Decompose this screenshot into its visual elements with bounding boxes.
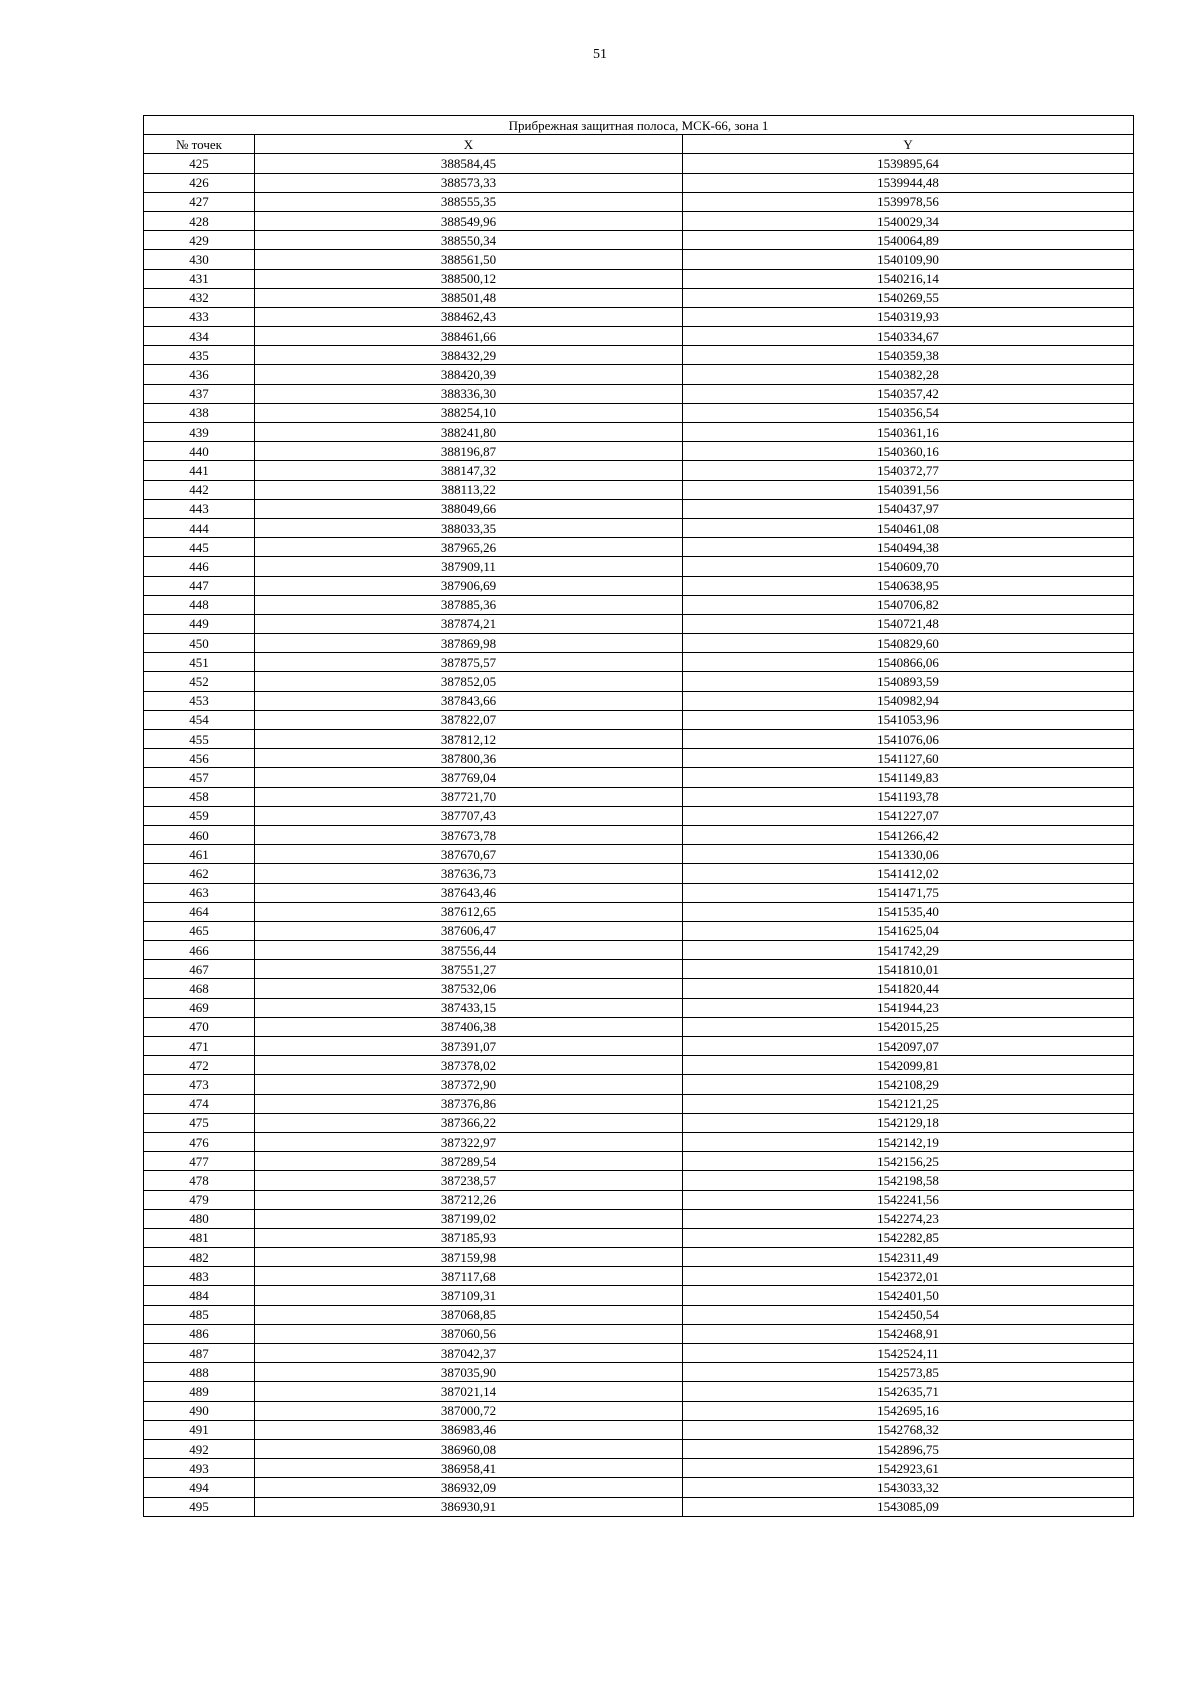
column-header-y: Y (683, 135, 1134, 154)
cell-point-number: 477 (144, 1152, 255, 1171)
cell-y: 1540334,67 (683, 327, 1134, 346)
table-row (144, 1420, 1134, 1439)
cell-x: 388420,39 (255, 365, 683, 384)
cell-x: 386960,08 (255, 1439, 683, 1458)
table-row (144, 346, 1134, 365)
cell-x: 388561,50 (255, 250, 683, 269)
cell-point-number: 454 (144, 710, 255, 729)
table-row (144, 1267, 1134, 1286)
cell-y: 1540319,93 (683, 307, 1134, 326)
cell-y: 1540866,06 (683, 653, 1134, 672)
cell-x: 387199,02 (255, 1209, 683, 1228)
table-row (144, 960, 1134, 979)
cell-y: 1541193,78 (683, 787, 1134, 806)
cell-point-number: 447 (144, 576, 255, 595)
table-header-row (144, 135, 1134, 154)
cell-point-number: 464 (144, 902, 255, 921)
cell-y: 1541227,07 (683, 806, 1134, 825)
table-row (144, 1113, 1134, 1132)
table-row (144, 921, 1134, 940)
cell-point-number: 441 (144, 461, 255, 480)
cell-y: 1541053,96 (683, 710, 1134, 729)
table-row (144, 998, 1134, 1017)
cell-y: 1540372,77 (683, 461, 1134, 480)
cell-x: 388049,66 (255, 499, 683, 518)
cell-y: 1540721,48 (683, 614, 1134, 633)
table-row (144, 1152, 1134, 1171)
table-row (144, 1401, 1134, 1420)
table-row (144, 269, 1134, 288)
cell-x: 388147,32 (255, 461, 683, 480)
table-row (144, 710, 1134, 729)
cell-x: 388113,22 (255, 480, 683, 499)
cell-point-number: 431 (144, 269, 255, 288)
cell-x: 387885,36 (255, 595, 683, 614)
table-row (144, 307, 1134, 326)
table-row (144, 1305, 1134, 1324)
cell-x: 388584,45 (255, 154, 683, 173)
cell-x: 387238,57 (255, 1171, 683, 1190)
cell-point-number: 461 (144, 845, 255, 864)
table-row (144, 730, 1134, 749)
cell-x: 387673,78 (255, 825, 683, 844)
cell-point-number: 457 (144, 768, 255, 787)
table-row (144, 461, 1134, 480)
cell-y: 1542923,61 (683, 1459, 1134, 1478)
cell-x: 388336,30 (255, 384, 683, 403)
cell-y: 1542121,25 (683, 1094, 1134, 1113)
cell-point-number: 487 (144, 1344, 255, 1363)
cell-x: 388196,87 (255, 442, 683, 461)
cell-point-number: 467 (144, 960, 255, 979)
cell-point-number: 469 (144, 998, 255, 1017)
table-row (144, 1075, 1134, 1094)
cell-x: 387707,43 (255, 806, 683, 825)
cell-y: 1539978,56 (683, 192, 1134, 211)
cell-point-number: 480 (144, 1209, 255, 1228)
cell-x: 388573,33 (255, 173, 683, 192)
table-row (144, 173, 1134, 192)
cell-y: 1541127,60 (683, 749, 1134, 768)
cell-x: 388033,35 (255, 518, 683, 537)
cell-x: 387212,26 (255, 1190, 683, 1209)
cell-point-number: 442 (144, 480, 255, 499)
cell-y: 1541076,06 (683, 730, 1134, 749)
table-row (144, 557, 1134, 576)
cell-y: 1542198,58 (683, 1171, 1134, 1190)
cell-y: 1539895,64 (683, 154, 1134, 173)
cell-x: 387769,04 (255, 768, 683, 787)
cell-x: 388501,48 (255, 288, 683, 307)
cell-point-number: 470 (144, 1017, 255, 1036)
table-row (144, 1056, 1134, 1075)
table-row (144, 499, 1134, 518)
table-row (144, 1248, 1134, 1267)
cell-point-number: 430 (144, 250, 255, 269)
table-row (144, 787, 1134, 806)
cell-point-number: 453 (144, 691, 255, 710)
cell-y: 1542015,25 (683, 1017, 1134, 1036)
cell-x: 387721,70 (255, 787, 683, 806)
cell-point-number: 432 (144, 288, 255, 307)
table-row (144, 211, 1134, 230)
cell-point-number: 484 (144, 1286, 255, 1305)
cell-x: 387812,12 (255, 730, 683, 749)
cell-y: 1541149,83 (683, 768, 1134, 787)
cell-x: 387366,22 (255, 1113, 683, 1132)
cell-y: 1542311,49 (683, 1248, 1134, 1267)
cell-point-number: 438 (144, 403, 255, 422)
table-row (144, 614, 1134, 633)
table-row (144, 1497, 1134, 1516)
table-row (144, 653, 1134, 672)
table-row (144, 365, 1134, 384)
table-row (144, 1171, 1134, 1190)
cell-x: 387289,54 (255, 1152, 683, 1171)
cell-y: 1542156,25 (683, 1152, 1134, 1171)
cell-x: 386932,09 (255, 1478, 683, 1497)
cell-point-number: 473 (144, 1075, 255, 1094)
cell-y: 1540382,28 (683, 365, 1134, 384)
cell-y: 1541810,01 (683, 960, 1134, 979)
table-row (144, 423, 1134, 442)
cell-x: 387800,36 (255, 749, 683, 768)
table-row (144, 941, 1134, 960)
table-row (144, 634, 1134, 653)
cell-x: 387117,68 (255, 1267, 683, 1286)
column-header-point-number: № точек (144, 135, 255, 154)
cell-point-number: 493 (144, 1459, 255, 1478)
cell-x: 387378,02 (255, 1056, 683, 1075)
cell-point-number: 426 (144, 173, 255, 192)
cell-x: 387556,44 (255, 941, 683, 960)
cell-y: 1541820,44 (683, 979, 1134, 998)
cell-point-number: 479 (144, 1190, 255, 1209)
cell-point-number: 436 (144, 365, 255, 384)
cell-y: 1540638,95 (683, 576, 1134, 595)
cell-point-number: 444 (144, 518, 255, 537)
cell-y: 1540391,56 (683, 480, 1134, 499)
cell-x: 387636,73 (255, 864, 683, 883)
table-row (144, 1228, 1134, 1247)
cell-y: 1542097,07 (683, 1037, 1134, 1056)
cell-y: 1542108,29 (683, 1075, 1134, 1094)
cell-point-number: 466 (144, 941, 255, 960)
cell-point-number: 471 (144, 1037, 255, 1056)
cell-y: 1541625,04 (683, 921, 1134, 940)
cell-y: 1540269,55 (683, 288, 1134, 307)
cell-y: 1540029,34 (683, 211, 1134, 230)
cell-y: 1542142,19 (683, 1132, 1134, 1151)
table-row (144, 1094, 1134, 1113)
cell-x: 387021,14 (255, 1382, 683, 1401)
table-row (144, 192, 1134, 211)
table-row (144, 864, 1134, 883)
cell-x: 387612,65 (255, 902, 683, 921)
cell-y: 1542524,11 (683, 1344, 1134, 1363)
cell-y: 1540064,89 (683, 231, 1134, 250)
table-row (144, 538, 1134, 557)
table-row (144, 403, 1134, 422)
table-row (144, 231, 1134, 250)
table-row (144, 768, 1134, 787)
cell-point-number: 490 (144, 1401, 255, 1420)
cell-x: 387906,69 (255, 576, 683, 595)
cell-point-number: 462 (144, 864, 255, 883)
cell-y: 1541535,40 (683, 902, 1134, 921)
cell-y: 1540361,16 (683, 423, 1134, 442)
cell-x: 386958,41 (255, 1459, 683, 1478)
cell-point-number: 495 (144, 1497, 255, 1516)
cell-y: 1541742,29 (683, 941, 1134, 960)
cell-point-number: 437 (144, 384, 255, 403)
cell-x: 387875,57 (255, 653, 683, 672)
cell-point-number: 478 (144, 1171, 255, 1190)
cell-point-number: 475 (144, 1113, 255, 1132)
cell-y: 1542241,56 (683, 1190, 1134, 1209)
cell-point-number: 459 (144, 806, 255, 825)
cell-x: 387060,56 (255, 1324, 683, 1343)
cell-point-number: 440 (144, 442, 255, 461)
cell-point-number: 485 (144, 1305, 255, 1324)
cell-point-number: 476 (144, 1132, 255, 1151)
cell-point-number: 455 (144, 730, 255, 749)
table-row (144, 442, 1134, 461)
cell-point-number: 448 (144, 595, 255, 614)
cell-x: 388241,80 (255, 423, 683, 442)
cell-y: 1540829,60 (683, 634, 1134, 653)
cell-point-number: 458 (144, 787, 255, 806)
table-row (144, 979, 1134, 998)
table-row (144, 1382, 1134, 1401)
cell-point-number: 446 (144, 557, 255, 576)
cell-y: 1542695,16 (683, 1401, 1134, 1420)
cell-x: 387843,66 (255, 691, 683, 710)
cell-x: 387068,85 (255, 1305, 683, 1324)
cell-point-number: 481 (144, 1228, 255, 1247)
cell-y: 1542274,23 (683, 1209, 1134, 1228)
table-caption-row (144, 116, 1134, 135)
cell-x: 387376,86 (255, 1094, 683, 1113)
cell-point-number: 434 (144, 327, 255, 346)
cell-y: 1540461,08 (683, 518, 1134, 537)
cell-x: 387185,93 (255, 1228, 683, 1247)
cell-y: 1540357,42 (683, 384, 1134, 403)
cell-y: 1540982,94 (683, 691, 1134, 710)
cell-x: 387406,38 (255, 1017, 683, 1036)
cell-x: 387869,98 (255, 634, 683, 653)
cell-point-number: 468 (144, 979, 255, 998)
cell-x: 387670,67 (255, 845, 683, 864)
cell-y: 1542129,18 (683, 1113, 1134, 1132)
table-row (144, 749, 1134, 768)
cell-y: 1541412,02 (683, 864, 1134, 883)
cell-y: 1542896,75 (683, 1439, 1134, 1458)
table-row (144, 1209, 1134, 1228)
cell-point-number: 483 (144, 1267, 255, 1286)
table-row (144, 1344, 1134, 1363)
table-row (144, 806, 1134, 825)
cell-point-number: 443 (144, 499, 255, 518)
cell-x: 387159,98 (255, 1248, 683, 1267)
cell-x: 388432,29 (255, 346, 683, 365)
cell-point-number: 491 (144, 1420, 255, 1439)
cell-point-number: 456 (144, 749, 255, 768)
table-row (144, 595, 1134, 614)
cell-y: 1541471,75 (683, 883, 1134, 902)
table-row (144, 1037, 1134, 1056)
table-caption: Прибрежная защитная полоса, МСК-66, зона 1 (144, 116, 1134, 135)
cell-y: 1540437,97 (683, 499, 1134, 518)
cell-point-number: 452 (144, 672, 255, 691)
table-row (144, 1132, 1134, 1151)
cell-x: 387965,26 (255, 538, 683, 557)
table-row (144, 1459, 1134, 1478)
table-row (144, 1439, 1134, 1458)
table-row (144, 1190, 1134, 1209)
cell-y: 1540359,38 (683, 346, 1134, 365)
cell-x: 387109,31 (255, 1286, 683, 1305)
cell-point-number: 482 (144, 1248, 255, 1267)
cell-point-number: 439 (144, 423, 255, 442)
cell-y: 1540109,90 (683, 250, 1134, 269)
cell-x: 388462,43 (255, 307, 683, 326)
table-row (144, 691, 1134, 710)
cell-y: 1542573,85 (683, 1363, 1134, 1382)
table-row (144, 288, 1134, 307)
cell-y: 1542372,01 (683, 1267, 1134, 1286)
table-row (144, 518, 1134, 537)
table-row (144, 1324, 1134, 1343)
cell-x: 388500,12 (255, 269, 683, 288)
cell-x: 387822,07 (255, 710, 683, 729)
cell-point-number: 449 (144, 614, 255, 633)
cell-x: 387000,72 (255, 1401, 683, 1420)
cell-y: 1539944,48 (683, 173, 1134, 192)
cell-y: 1540356,54 (683, 403, 1134, 422)
table-body (144, 154, 1134, 1516)
cell-point-number: 489 (144, 1382, 255, 1401)
table-row (144, 1286, 1134, 1305)
cell-x: 387606,47 (255, 921, 683, 940)
cell-point-number: 474 (144, 1094, 255, 1113)
cell-x: 387551,27 (255, 960, 683, 979)
cell-x: 388254,10 (255, 403, 683, 422)
table-row (144, 250, 1134, 269)
cell-point-number: 450 (144, 634, 255, 653)
cell-y: 1540893,59 (683, 672, 1134, 691)
table-row (144, 480, 1134, 499)
table-row (144, 825, 1134, 844)
cell-point-number: 427 (144, 192, 255, 211)
table-row (144, 1478, 1134, 1497)
cell-x: 388549,96 (255, 211, 683, 230)
cell-point-number: 429 (144, 231, 255, 250)
cell-y: 1542401,50 (683, 1286, 1134, 1305)
cell-x: 387643,46 (255, 883, 683, 902)
cell-x: 387433,15 (255, 998, 683, 1017)
cell-y: 1542282,85 (683, 1228, 1134, 1247)
cell-y: 1541266,42 (683, 825, 1134, 844)
cell-y: 1540216,14 (683, 269, 1134, 288)
cell-x: 387852,05 (255, 672, 683, 691)
table-row (144, 576, 1134, 595)
cell-point-number: 488 (144, 1363, 255, 1382)
cell-y: 1542768,32 (683, 1420, 1134, 1439)
table-row (144, 883, 1134, 902)
table-row (144, 154, 1134, 173)
cell-x: 387909,11 (255, 557, 683, 576)
cell-y: 1540360,16 (683, 442, 1134, 461)
coordinates-table (143, 115, 1134, 1517)
cell-y: 1541330,06 (683, 845, 1134, 864)
cell-y: 1540706,82 (683, 595, 1134, 614)
cell-y: 1542468,91 (683, 1324, 1134, 1343)
table-row (144, 327, 1134, 346)
cell-point-number: 494 (144, 1478, 255, 1497)
cell-x: 386983,46 (255, 1420, 683, 1439)
cell-point-number: 463 (144, 883, 255, 902)
cell-point-number: 460 (144, 825, 255, 844)
cell-y: 1543033,32 (683, 1478, 1134, 1497)
cell-x: 386930,91 (255, 1497, 683, 1516)
cell-x: 388555,35 (255, 192, 683, 211)
cell-x: 387874,21 (255, 614, 683, 633)
cell-y: 1542099,81 (683, 1056, 1134, 1075)
table-row (144, 902, 1134, 921)
cell-point-number: 486 (144, 1324, 255, 1343)
cell-y: 1542635,71 (683, 1382, 1134, 1401)
cell-point-number: 445 (144, 538, 255, 557)
cell-point-number: 435 (144, 346, 255, 365)
table-row (144, 845, 1134, 864)
cell-point-number: 428 (144, 211, 255, 230)
cell-y: 1542450,54 (683, 1305, 1134, 1324)
cell-y: 1540494,38 (683, 538, 1134, 557)
cell-y: 1540609,70 (683, 557, 1134, 576)
cell-point-number: 451 (144, 653, 255, 672)
cell-point-number: 465 (144, 921, 255, 940)
cell-x: 387322,97 (255, 1132, 683, 1151)
cell-point-number: 472 (144, 1056, 255, 1075)
column-header-x: X (255, 135, 683, 154)
table-row (144, 1363, 1134, 1382)
cell-x: 387042,37 (255, 1344, 683, 1363)
cell-x: 388461,66 (255, 327, 683, 346)
cell-x: 387391,07 (255, 1037, 683, 1056)
cell-point-number: 433 (144, 307, 255, 326)
cell-point-number: 492 (144, 1439, 255, 1458)
table-row (144, 1017, 1134, 1036)
cell-point-number: 425 (144, 154, 255, 173)
cell-y: 1543085,09 (683, 1497, 1134, 1516)
page-number: 51 (593, 47, 607, 62)
cell-x: 387035,90 (255, 1363, 683, 1382)
cell-x: 387372,90 (255, 1075, 683, 1094)
table-row (144, 672, 1134, 691)
cell-x: 388550,34 (255, 231, 683, 250)
cell-x: 387532,06 (255, 979, 683, 998)
cell-y: 1541944,23 (683, 998, 1134, 1017)
table-row (144, 384, 1134, 403)
